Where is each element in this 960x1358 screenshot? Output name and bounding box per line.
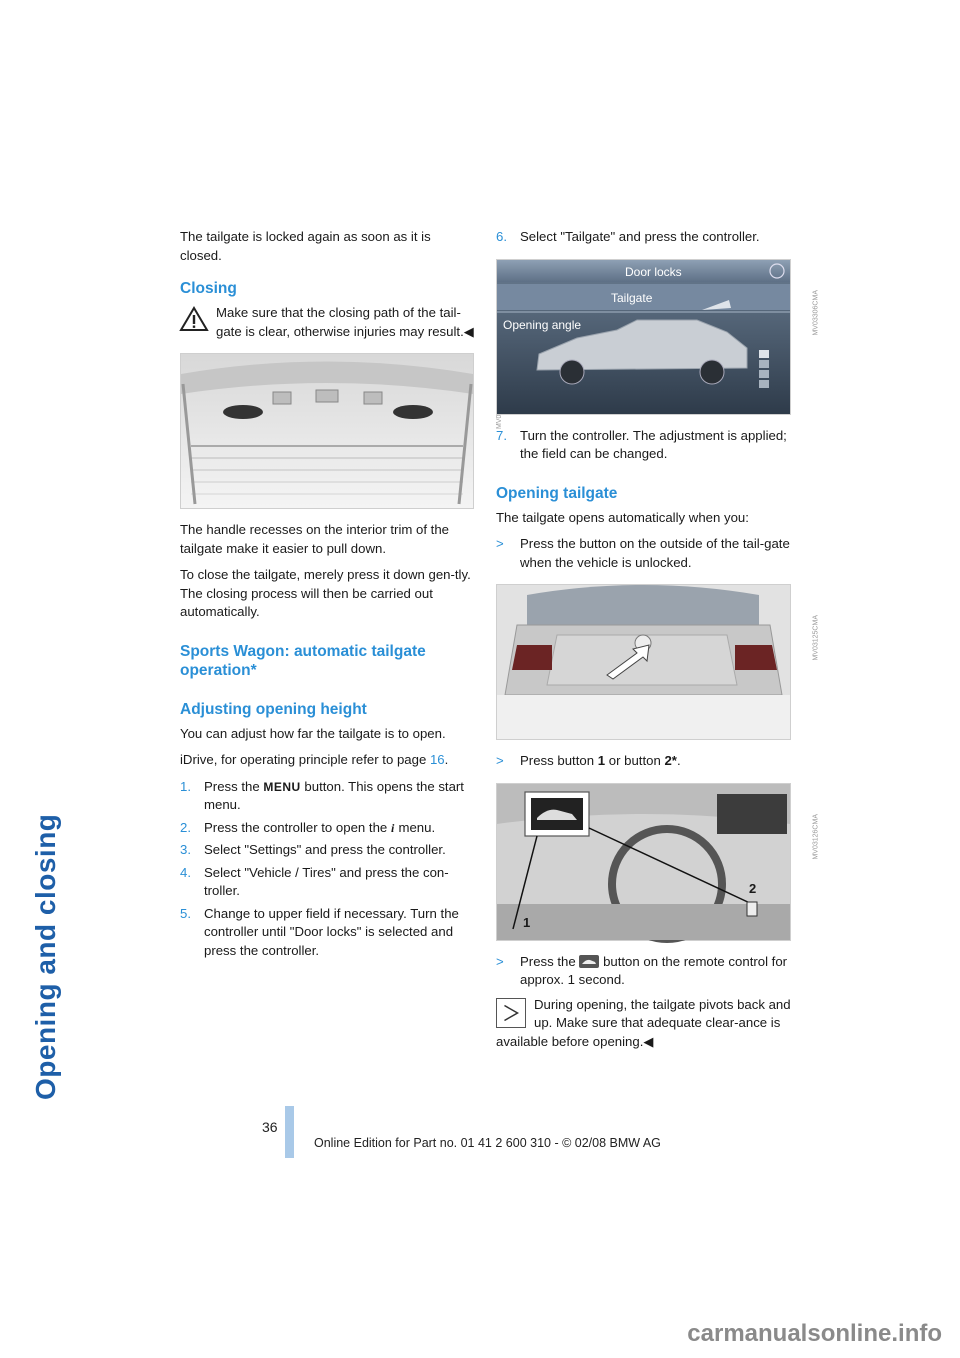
opening-heading: Opening tailgate [496,484,618,502]
step-item: 5. Change to upper field if necessary. Turn the controller until "Door locks" is selected and press the controller. [180,905,459,958]
section-title: Opening and closing [30,813,61,1100]
watermark: carmanualsonline.info [687,1320,942,1347]
step-item: 1. Press the MENU button. This opens the start menu. [180,778,464,812]
info-menu-icon: i [390,820,395,835]
intro-text: The tailgate is locked again as soon as it is closed. [180,229,431,263]
figure-code: MV03306CMA [813,289,820,336]
adjust-intro: You can adjust how far the tailgate is to open. [180,725,446,741]
closing-warning [180,304,475,341]
opening-note-text: During opening, the tailgate pivots back and up. Make sure that adequate clear-ance is available before opening.◀ [496,996,791,1049]
idrive-reference: iDrive, for operating principle refer to page 16. [180,752,449,767]
menu-button-icon: MENU [263,779,301,794]
page-number: 36 [262,1119,278,1135]
idrive-screen-illustration [497,260,790,414]
callout-1: 1 [523,914,531,930]
cockpit-illustration [497,784,790,940]
adjusting-heading: Adjusting opening height [180,700,367,718]
closing-heading: Closing [180,280,237,297]
warning-triangle-icon [180,306,208,332]
right-column [496,228,820,1061]
bullet-item: > Press the button on the remote control for approx. 1 second. [496,953,788,987]
sports-wagon-heading: Sports Wagon: automatic tailgate operation* [180,642,426,679]
screen-mid-label: Tailgate [611,290,653,305]
step-item: 2. Press the controller to open the i menu. [180,819,475,838]
opening-note [496,996,792,1052]
left-column [180,228,475,964]
footer-bar [285,1106,294,1158]
step-item: 7. Turn the controller. The adjustment is applied; the field can be changed. [496,427,787,461]
screen-sub-label: Opening angle [503,317,582,332]
step-item: 6. Select "Tailgate" and press the controller. [496,229,760,244]
tailgate-exterior-figure [496,584,820,740]
opening-intro: The tailgate opens automatically when you: [496,509,749,525]
cockpit-figure [496,783,820,941]
handle-text: The handle recesses on the interior trim of the tailgate make it easier to pull down. [180,522,450,556]
bullet-item: > Press button 1 or button 2*. [496,753,681,768]
page-link[interactable]: 16 [429,752,445,767]
bullet-item: > Press the button on the outside of the tail-gate when the vehicle is unlocked. [496,536,790,570]
screen-top-label: Door locks [625,264,682,279]
tailgate-exterior-illustration [497,585,790,739]
figure-code: MV03125CMA [813,615,820,661]
idrive-screen-figure [496,259,820,415]
note-icon [496,998,526,1028]
step-item: 4. Select "Vehicle / Tires" and press the con-troller. [180,864,449,898]
close-text: To close the tailgate, merely press it down gen-tly. The closing process will then be carried out automatically. [180,567,471,619]
footer-edition: Online Edition for Part no. 01 41 2 600 310 - © 02/08 BMW AG [314,1136,661,1150]
callout-2: 2 [749,880,757,896]
tailgate-interior-figure [180,353,474,509]
figure-code: MV03126CMA [813,813,820,860]
tailgate-interior-illustration [181,354,473,508]
tailgate-remote-button-icon [579,955,599,968]
closing-warning-text: Make sure that the closing path of the tail-gate is clear, otherwise injuries may result.◀ [216,305,474,339]
step-item: 3. Select "Settings" and press the controller. [180,842,446,857]
